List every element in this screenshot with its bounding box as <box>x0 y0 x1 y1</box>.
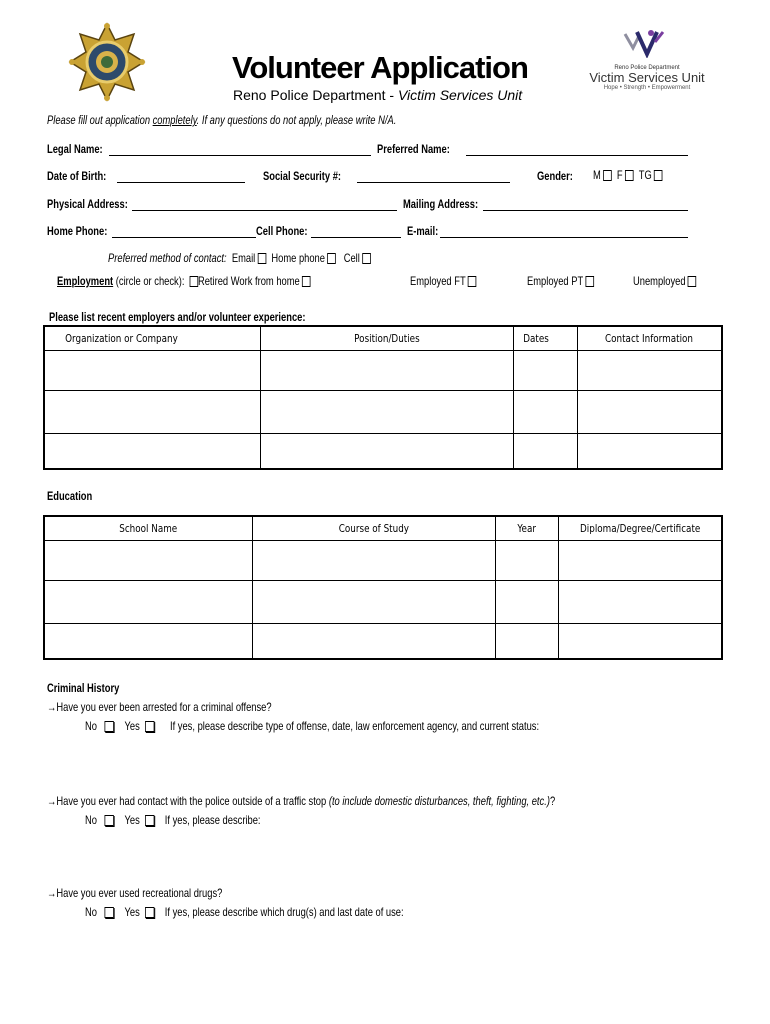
instructions-pre: Please fill out application <box>47 113 153 127</box>
experience-row <box>44 433 722 469</box>
education-cell[interactable] <box>252 623 496 659</box>
mailing-address-field[interactable] <box>483 210 688 211</box>
education-cell[interactable] <box>44 580 252 623</box>
employed-pt-option <box>527 274 613 288</box>
education-cell[interactable] <box>252 580 496 623</box>
contact-email-label: Email <box>231 251 256 265</box>
arrow-icon: → <box>47 886 57 900</box>
education-cell[interactable] <box>252 540 496 580</box>
experience-cell[interactable] <box>513 390 577 433</box>
experience-cell[interactable] <box>44 350 260 390</box>
gender-f-label: F <box>616 168 623 182</box>
unemployed-option <box>633 274 714 288</box>
education-cell[interactable] <box>44 623 252 659</box>
vsu-mark-icon <box>621 28 673 58</box>
education-col-diploma: Diploma/Degree/Certificate <box>558 516 722 540</box>
employment-row <box>57 274 382 288</box>
vsu-logo-small: Reno Police Department <box>614 65 680 71</box>
email-label: E-mail: <box>407 224 439 238</box>
experience-cell[interactable] <box>260 390 513 433</box>
q3-no-checkbox[interactable] <box>105 907 114 918</box>
retired-checkbox[interactable] <box>189 276 198 287</box>
police-badge-logo <box>68 22 146 102</box>
experience-row <box>44 390 722 433</box>
education-col-course: Course of Study <box>252 516 496 540</box>
criminal-q2 <box>47 794 698 808</box>
unemployed-checkbox[interactable] <box>688 276 697 287</box>
ssn-label: Social Security #: <box>263 169 342 183</box>
education-col-school: School Name <box>44 516 252 540</box>
experience-col-position: Position/Duties <box>260 326 513 350</box>
experience-cell[interactable] <box>513 433 577 469</box>
contact-cell-checkbox[interactable] <box>362 253 371 264</box>
q3-yes-label: Yes <box>124 905 140 919</box>
education-cell[interactable] <box>496 540 558 580</box>
experience-cell[interactable] <box>44 390 260 433</box>
q3-no-label: No <box>85 905 97 919</box>
gender-tg-label: TG <box>638 168 652 182</box>
vsu-logo-main: Victim Services Unit <box>589 70 705 85</box>
physical-address-field[interactable] <box>132 210 397 211</box>
experience-row <box>44 350 722 390</box>
instructions-post: . If any questions do not apply, please write N/A. <box>196 113 397 127</box>
subtitle-unit: Victim Services Unit <box>397 87 523 103</box>
criminal-q2-end: ? <box>549 794 556 808</box>
education-heading: Education <box>47 489 93 503</box>
criminal-q1-text: Have you ever been arrested for a criminal offense? <box>56 700 272 714</box>
criminal-q3-answers <box>85 905 493 919</box>
employed-pt-checkbox[interactable] <box>586 276 595 287</box>
employed-ft-option <box>410 274 495 288</box>
experience-heading: Please list recent employers and/or volunteer experience: <box>49 310 306 324</box>
q2-no-checkbox[interactable] <box>105 815 114 826</box>
experience-col-contact: Contact Information <box>577 326 722 350</box>
q2-followup: If yes, please describe: <box>164 813 261 827</box>
criminal-q3-text: Have you ever used recreational drugs? <box>56 886 223 900</box>
education-table <box>43 515 723 660</box>
criminal-history-heading: Criminal History <box>47 681 120 695</box>
criminal-q2-answers <box>85 813 310 827</box>
education-row <box>44 580 722 623</box>
subtitle-dept: Reno Police Department - <box>233 87 398 103</box>
unemployed-label: Unemployed <box>633 274 686 288</box>
contact-home-phone-checkbox[interactable] <box>327 253 336 264</box>
employment-label: Employment <box>57 274 114 288</box>
arrow-icon: → <box>47 794 57 808</box>
home-phone-label: Home Phone: <box>47 224 108 238</box>
page-subtitle <box>233 87 522 103</box>
contact-email-checkbox[interactable] <box>258 253 267 264</box>
experience-cell[interactable] <box>44 433 260 469</box>
experience-cell[interactable] <box>513 350 577 390</box>
contact-cell-label: Cell <box>343 251 360 265</box>
employment-hint: (circle or check): <box>115 274 185 288</box>
criminal-q1-answers <box>85 719 667 733</box>
experience-cell[interactable] <box>577 350 722 390</box>
work-from-home-label: Work from home <box>230 274 300 288</box>
q1-followup: If yes, please describe type of offense, date, law enforcement agency, and current status: <box>169 719 540 733</box>
arrow-icon: → <box>47 700 57 714</box>
gender-m-label: M <box>593 168 601 182</box>
legal-name-field[interactable] <box>109 155 371 156</box>
q1-yes-checkbox[interactable] <box>145 721 154 732</box>
q3-yes-checkbox[interactable] <box>145 907 154 918</box>
retired-label: Retired <box>197 274 229 288</box>
education-row <box>44 623 722 659</box>
cell-phone-field[interactable] <box>311 237 401 238</box>
experience-col-organization: Organization or Company <box>44 326 260 350</box>
dob-label: Date of Birth: <box>47 169 107 183</box>
q1-no-checkbox[interactable] <box>105 721 114 732</box>
experience-cell[interactable] <box>260 433 513 469</box>
gender-f-checkbox[interactable] <box>625 170 634 181</box>
education-col-year: Year <box>496 516 558 540</box>
criminal-q2-text: Have you ever had contact with the police outside of a traffic stop <box>56 794 329 808</box>
vsu-logo-tag: Hope • Strength • Empowerment <box>603 85 691 91</box>
education-row <box>44 540 722 580</box>
home-phone-field[interactable] <box>112 237 256 238</box>
preferred-name-field[interactable] <box>466 155 688 156</box>
criminal-q2-emph: (to include domestic disturbances, theft, fighting, etc.) <box>328 794 550 808</box>
q2-no-label: No <box>85 813 97 827</box>
preferred-contact-row <box>108 251 445 265</box>
work-from-home-checkbox[interactable] <box>302 276 311 287</box>
preferred-name-label: Preferred Name: <box>377 142 450 156</box>
experience-cell[interactable] <box>577 433 722 469</box>
gender-label: Gender: <box>537 169 573 183</box>
ssn-field[interactable] <box>357 182 510 183</box>
experience-cell[interactable] <box>260 350 513 390</box>
physical-address-label: Physical Address: <box>47 197 128 211</box>
contact-home-phone-label: Home phone <box>271 251 325 265</box>
email-field[interactable] <box>440 237 688 238</box>
q2-yes-checkbox[interactable] <box>145 815 154 826</box>
criminal-q1 <box>47 700 335 714</box>
victim-services-logo <box>582 28 712 91</box>
employed-ft-label: Employed FT <box>410 274 466 288</box>
education-cell[interactable] <box>496 580 558 623</box>
experience-col-dates: Dates <box>513 326 577 350</box>
legal-name-label: Legal Name: <box>47 142 103 156</box>
education-cell[interactable] <box>496 623 558 659</box>
employed-ft-checkbox[interactable] <box>468 276 477 287</box>
education-cell[interactable] <box>558 580 722 623</box>
dob-field[interactable] <box>117 182 245 183</box>
page-title: Volunteer Application <box>232 50 528 85</box>
q2-yes-label: Yes <box>124 813 140 827</box>
gender-tg-checkbox[interactable] <box>654 170 663 181</box>
criminal-q3 <box>47 886 272 900</box>
cell-phone-label: Cell Phone: <box>256 224 308 238</box>
education-cell[interactable] <box>558 540 722 580</box>
q1-yes-label: Yes <box>124 719 140 733</box>
experience-table <box>43 325 723 470</box>
instructions-emph: completely <box>152 113 197 127</box>
q3-followup: If yes, please describe which drug(s) and last date of use: <box>164 905 404 919</box>
education-cell[interactable] <box>44 540 252 580</box>
education-cell[interactable] <box>558 623 722 659</box>
gender-options <box>593 168 682 182</box>
q1-no-label: No <box>85 719 97 733</box>
preferred-contact-label: Preferred method of contact: <box>108 251 227 265</box>
gender-m-checkbox[interactable] <box>603 170 612 181</box>
mailing-address-label: Mailing Address: <box>403 197 479 211</box>
experience-cell[interactable] <box>577 390 722 433</box>
employed-pt-label: Employed PT <box>527 274 584 288</box>
instructions <box>47 113 495 127</box>
